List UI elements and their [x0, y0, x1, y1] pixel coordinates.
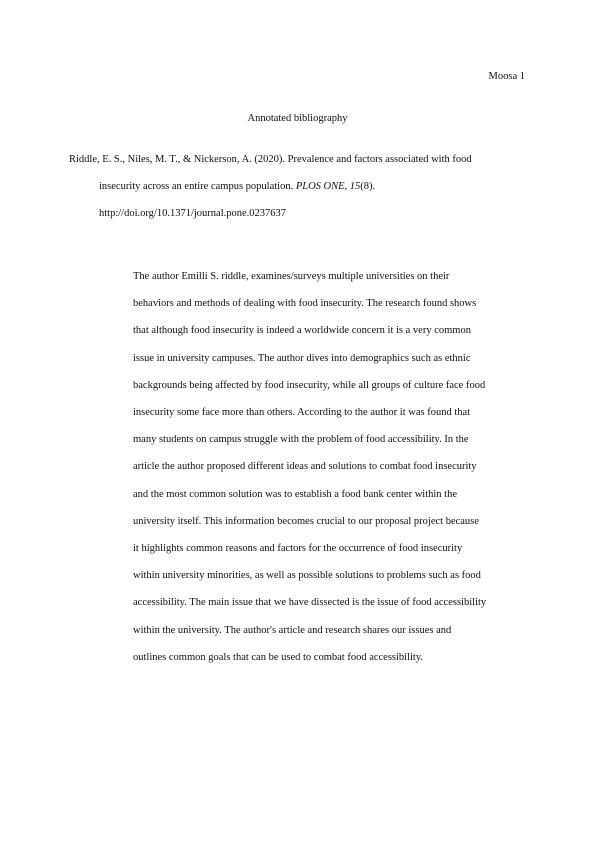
annotation-line: article the author proposed different ideas and solutions to combat food insecurity — [133, 461, 477, 473]
citation-volume: 15 — [349, 181, 361, 192]
citation-line-1: Riddle, E. S., Niles, M. T., & Nickerson, A. (2020). Prevalence and factors associated with food — [69, 154, 472, 165]
citation-comma: , — [344, 181, 350, 192]
citation-article-title: insecurity across an entire campus population. — [99, 181, 296, 192]
citation-line-2 — [99, 180, 375, 194]
annotation-line: and the most common solution was to establish a food bank center within the — [133, 488, 457, 500]
annotation-line: accessibility. The main issue that we have dissected is the issue of food accessibility — [133, 597, 487, 609]
annotation-line: behaviors and methods of dealing with food insecurity. The research found shows — [133, 298, 477, 310]
citation-doi: http://doi.org/10.1371/journal.pone.0237637 — [99, 208, 287, 219]
annotation-line: that although food insecurity is indeed a worldwide concern it is a very common — [133, 325, 471, 337]
page-title: Annotated bibliography — [247, 113, 348, 124]
annotation-line: within university minorities, as well as possible solutions to problems such as food — [133, 570, 481, 582]
annotation-line: issue in university campuses. The author dives into demographics such as ethnic — [133, 352, 471, 364]
running-head: Moosa 1 — [488, 71, 525, 82]
annotation-line: outlines common goals that can be used to combat food accessibility. — [133, 651, 424, 663]
citation-journal: PLOS ONE — [295, 181, 345, 192]
annotation-line: university itself. This information becomes crucial to our proposal project because — [133, 515, 479, 527]
annotation-line: many students on campus struggle with the problem of food accessibility. In the — [133, 434, 469, 446]
annotation-line: The author Emilli S. riddle, examines/surveys multiple universities on their — [133, 271, 450, 282]
annotation-line: within the university. The author's article and research shares our issues and — [133, 624, 452, 636]
annotation-line: it highlights common reasons and factors for the occurrence of food insecurity — [133, 543, 463, 554]
citation-issue: (8). — [360, 181, 376, 192]
annotation-line: backgrounds being affected by food insecurity, while all groups of culture face food — [133, 379, 486, 391]
annotation-line: insecurity some face more than others. According to the author it was found that — [133, 407, 471, 418]
